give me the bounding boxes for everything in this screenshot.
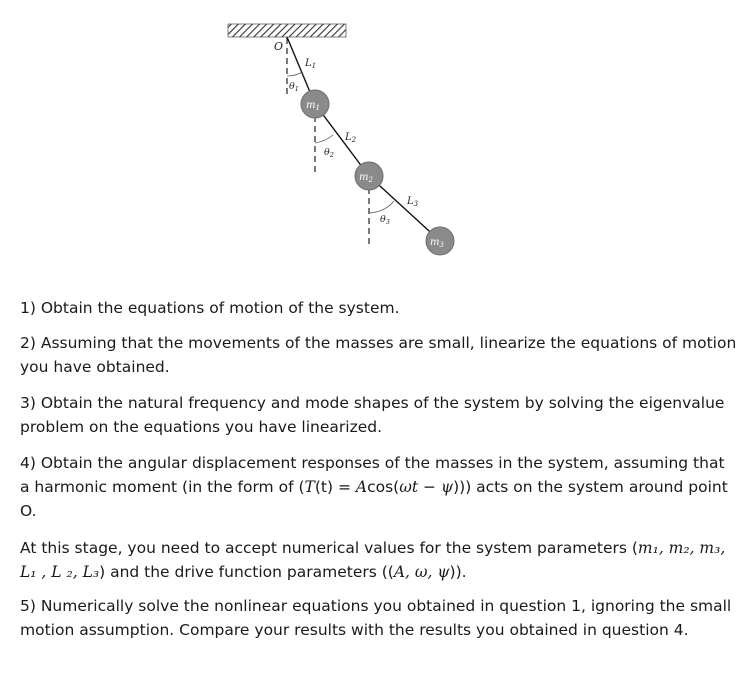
angle-label-theta2: $\theta_2$ — [324, 147, 334, 159]
parameters-line-2: L₁ , L ₂, L₃) and the drive function parameters ((A, ω, ψ)). — [20, 563, 467, 581]
theta3-arc — [369, 201, 394, 213]
question-1 — [20, 296, 710, 320]
mass-label-m2: $m_2$ — [359, 172, 373, 184]
parameters-note — [20, 536, 726, 584]
question-2-line-2: you have obtained. — [20, 358, 170, 376]
mass-label-m3: $m_3$ — [430, 237, 444, 249]
question-2 — [20, 331, 737, 379]
angle-label-theta1: $\theta_1$ — [289, 81, 299, 93]
theta2-arc — [315, 135, 333, 143]
triple-pendulum-diagram — [0, 0, 744, 290]
question-4-line-2: a harmonic moment (in the form of (T(t) = Acos(ωt − ψ))) acts on the system around point — [20, 478, 728, 496]
question-4 — [20, 451, 728, 523]
theta1-arc — [287, 72, 302, 76]
question-3 — [20, 391, 725, 439]
origin-label: O — [274, 40, 284, 53]
question-4-line-3: O. — [20, 502, 37, 520]
question-5-line-2: motion assumption. Compare your results with the results you obtained in question 4. — [20, 621, 689, 639]
mass-label-m1: $m_1$ — [306, 100, 320, 112]
length-label-L3: $L_3$ — [407, 196, 419, 208]
ceiling-support — [228, 24, 346, 37]
length-label-L1: $L_1$ — [305, 58, 317, 70]
question-5 — [20, 594, 732, 642]
parameters-line-1: At this stage, you need to accept numerical values for the system parameters (m₁, m₂, m₃, — [20, 539, 726, 557]
length-label-L2: $L_2$ — [345, 132, 357, 144]
angle-label-theta3: $\theta_3$ — [380, 214, 390, 226]
question-3-line-1: 3) Obtain the natural frequency and mode shapes of the system by solving the eigenvalue — [20, 394, 725, 412]
question-1-text: 1) Obtain the equations of motion of the system. — [20, 299, 400, 317]
question-3-line-2: problem on the equations you have linearized. — [20, 418, 383, 436]
question-5-line-1: 5) Numerically solve the nonlinear equations you obtained in question 1, ignoring the small — [20, 597, 732, 615]
question-4-line-1: 4) Obtain the angular displacement responses of the masses in the system, assuming that — [20, 454, 725, 472]
question-2-line-1: 2) Assuming that the movements of the masses are small, linearize the equations of motion — [20, 334, 737, 352]
